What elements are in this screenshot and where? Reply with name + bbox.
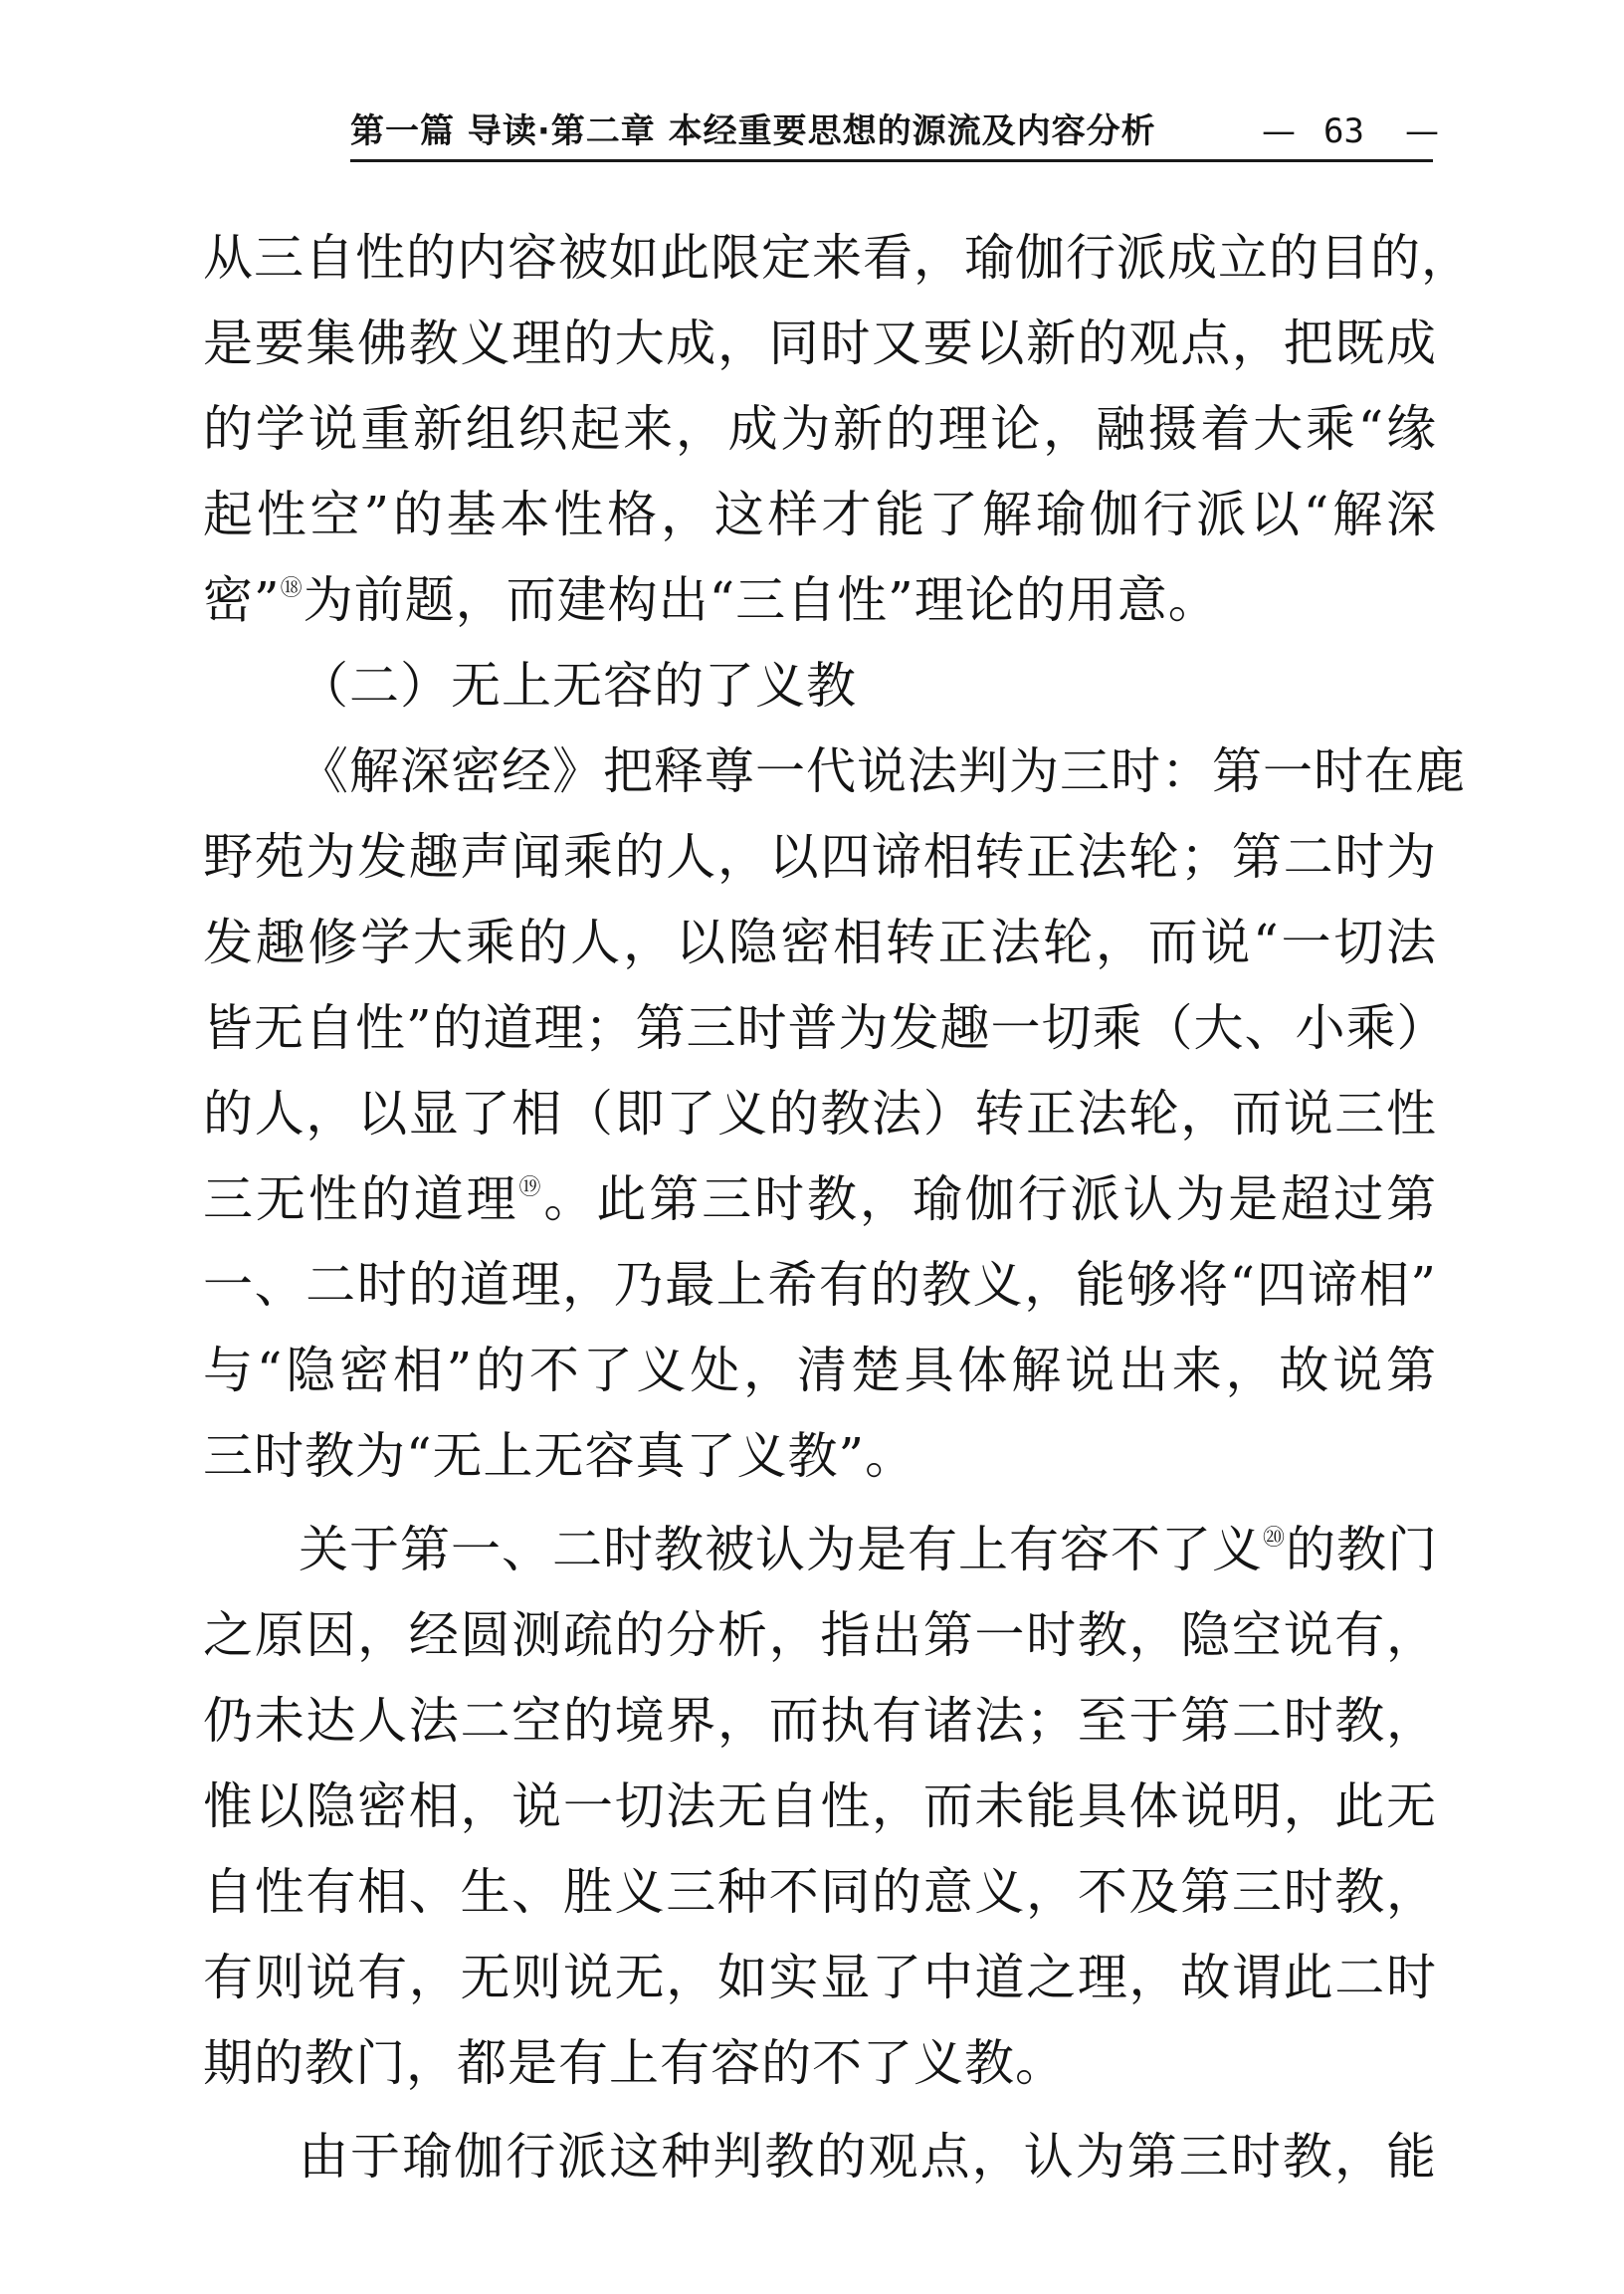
text-line: 由于瑜伽行派这种判教的观点，认为第三时教，能	[299, 2128, 1437, 2186]
text-line: 三时教为“无上无容真了义教”。	[203, 1427, 916, 1485]
text-line	[203, 1156, 1437, 1242]
header-dash-left: —	[1262, 111, 1296, 151]
text-segment: 关于第一、二时教被认为是有上有容不了义	[299, 1521, 1263, 1578]
text-line: 仍未达人法二空的境界，而执有诸法；至于第二时教，	[203, 1692, 1437, 1750]
text-line: 有则说有，无则说无，如实显了中道之理，故谓此二时	[203, 1949, 1437, 2006]
section-heading: （二）无上无容的了义教	[299, 657, 857, 715]
text-line: 是要集佛教义理的大成，同时又要以新的观点，把既成	[203, 314, 1437, 372]
text-line: 的人，以显了相（即了义的教法）转正法轮，而说三性	[203, 1085, 1437, 1143]
text-line: 惟以隐密相，说一切法无自性，而未能具体说明，此无	[203, 1777, 1437, 1835]
page-number: 63	[1323, 111, 1364, 151]
text-line: 与“隐密相”的不了义处，清楚具体解说出来，故说第	[203, 1342, 1437, 1399]
body-text	[203, 215, 1472, 2199]
text-line: 期的教门，都是有上有容的不了义教。	[203, 2034, 1066, 2092]
footnote-marker: ⑳	[1263, 1526, 1287, 1551]
text-segment: 三无性的道理	[203, 1170, 519, 1228]
text-segment: 为前题，而建构出“三自性”理论的用意。	[303, 571, 1219, 629]
text-line: 皆无自性”的道理；第三时普为发趣一切乘（大、小乘）	[203, 999, 1448, 1057]
text-line	[203, 557, 1437, 643]
text-line: 《解深密经》把释尊一代说法判为三时：第一时在鹿	[299, 742, 1466, 800]
text-line: 起性空”的基本性格，这样才能了解瑜伽行派以“解深	[203, 486, 1437, 543]
footnote-marker: ⑲	[518, 1175, 544, 1200]
text-line: 发趣修学大乘的人，以隐密相转正法轮，而说“一切法	[203, 914, 1437, 971]
text-line: 自性有相、生、胜义三种不同的意义，不及第三时教，	[203, 1863, 1437, 1921]
header-dash-right: —	[1405, 111, 1439, 151]
header-title: 第一篇 导读·第二章 本经重要思想的源流及内容分析	[350, 111, 1156, 151]
footnote-marker: ⑱	[280, 576, 304, 601]
text-line	[203, 1507, 1437, 1592]
text-line: 之原因，经圆测疏的分析，指出第一时教，隐空说有，	[203, 1606, 1437, 1664]
text-line: 从三自性的内容被如此限定来看，瑜伽行派成立的目的，	[203, 229, 1472, 287]
running-header	[350, 107, 1439, 162]
text-segment: 密”	[203, 571, 281, 629]
text-segment: 。此第三时教，瑜伽行派认为是超过第	[543, 1170, 1438, 1228]
text-line: 一、二时的道理，乃最上希有的教义，能够将“四谛相”	[203, 1256, 1437, 1314]
text-line: 的学说重新组织起来，成为新的理论，融摄着大乘“缘	[203, 400, 1437, 458]
text-segment: 的教门	[1286, 1521, 1439, 1578]
text-line: 野苑为发趣声闻乘的人，以四谛相转正法轮；第二时为	[203, 828, 1437, 886]
